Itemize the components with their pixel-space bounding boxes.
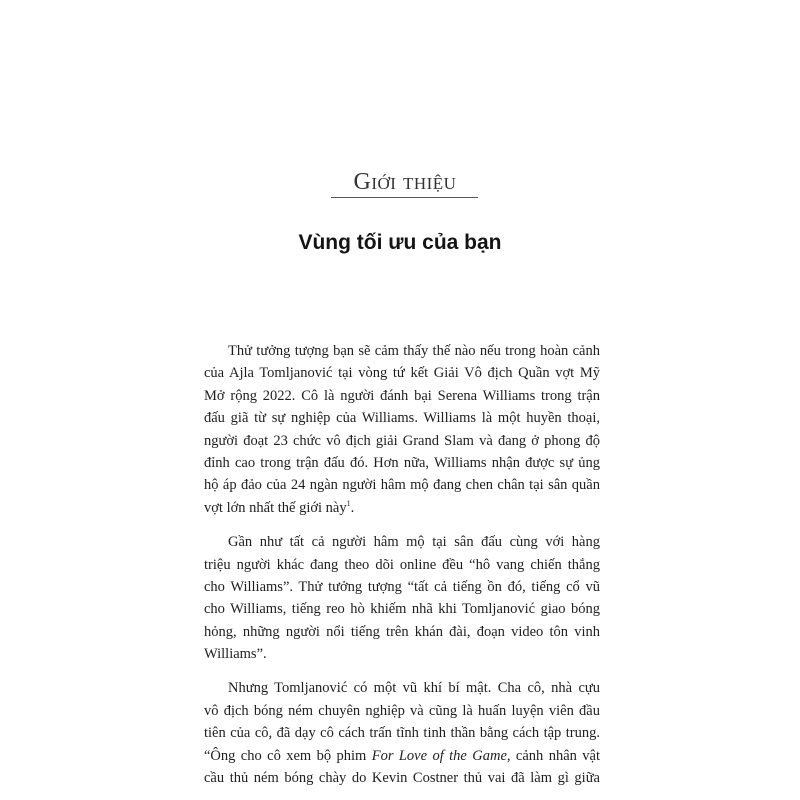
text-line: Mở rộng 2022. Cô là người đánh bại Serena Williams trong trận xyxy=(204,387,600,404)
text-line xyxy=(204,497,600,519)
chapter-rule xyxy=(331,197,478,198)
footnote-marker[interactable]: 1 xyxy=(346,498,351,508)
text-line: cho Williams”. Thử tưởng tượng “tất cả tiếng ồn đó, tiếng cổ vũ xyxy=(204,578,600,595)
text-line: vô địch bóng ném chuyên nghiệp và cũng là huấn luyện viên đầu xyxy=(204,702,600,719)
text-line: Nhưng Tomljanović có một vũ khí bí mật. Cha cô, nhà cựu xyxy=(228,680,600,697)
text-line: Williams”. xyxy=(204,646,267,663)
text-line: triệu người khác đang theo dõi online đều “hô vang chiến thắng xyxy=(204,556,600,573)
text-line: đấu giã từ sự nghiệp của Williams. Williams là một huyền thoại, xyxy=(204,410,600,427)
text-line: đỉnh cao trong trận đấu đó. Hơn nữa, Williams nhận được sự ủng xyxy=(204,454,600,471)
body-text xyxy=(204,340,600,789)
paragraph-2 xyxy=(204,531,600,665)
chapter-title: Vùng tối ưu của bạn xyxy=(298,231,502,254)
text-line-content: , cảnh nhân vật xyxy=(506,747,600,764)
text-line: cho Williams, tiếng reo hò khiếm nhã khi Tomljanović giao bóng xyxy=(204,601,600,618)
text-line: của Ajla Tomljanović tại vòng tứ kết Giải Vô địch Quần vợt Mỹ xyxy=(204,365,600,382)
text-line: Thử tưởng tượng bạn sẽ cảm thấy thế nào nếu trong hoàn cảnh xyxy=(228,343,600,359)
paragraph-1 xyxy=(204,340,600,519)
film-title: For Love of the Game xyxy=(371,747,507,764)
text-line-content: “Ông cho cô xem bộ phim xyxy=(204,747,372,764)
text-line: hộ áp đảo của 24 ngàn người hâm mộ đang chen chân tại sân quần xyxy=(204,477,600,494)
text-line-end: . xyxy=(350,499,355,516)
text-line-content: vợt lớn nhất thế giới này xyxy=(204,499,347,516)
text-line xyxy=(204,745,600,767)
text-line: hỏng, những người nổi tiếng trên khán đài, đoạn video tôn vinh xyxy=(204,623,600,640)
text-line: Gần như tất cả người hâm mộ tại sân đấu cùng với hàng xyxy=(228,534,600,551)
chapter-label: Giới thiệu xyxy=(353,169,457,195)
text-line: tiên của cô, đã dạy cô cách trấn tĩnh tinh thần bằng cách tập trung. xyxy=(204,725,600,742)
text-line: người đoạt 23 chức vô địch giải Grand Slam và đang ở phong độ xyxy=(204,432,600,449)
paragraph-3 xyxy=(204,677,600,789)
text-line: cầu thủ ném bóng chày do Kevin Costner thủ vai đã làm gì giữa xyxy=(204,770,600,787)
